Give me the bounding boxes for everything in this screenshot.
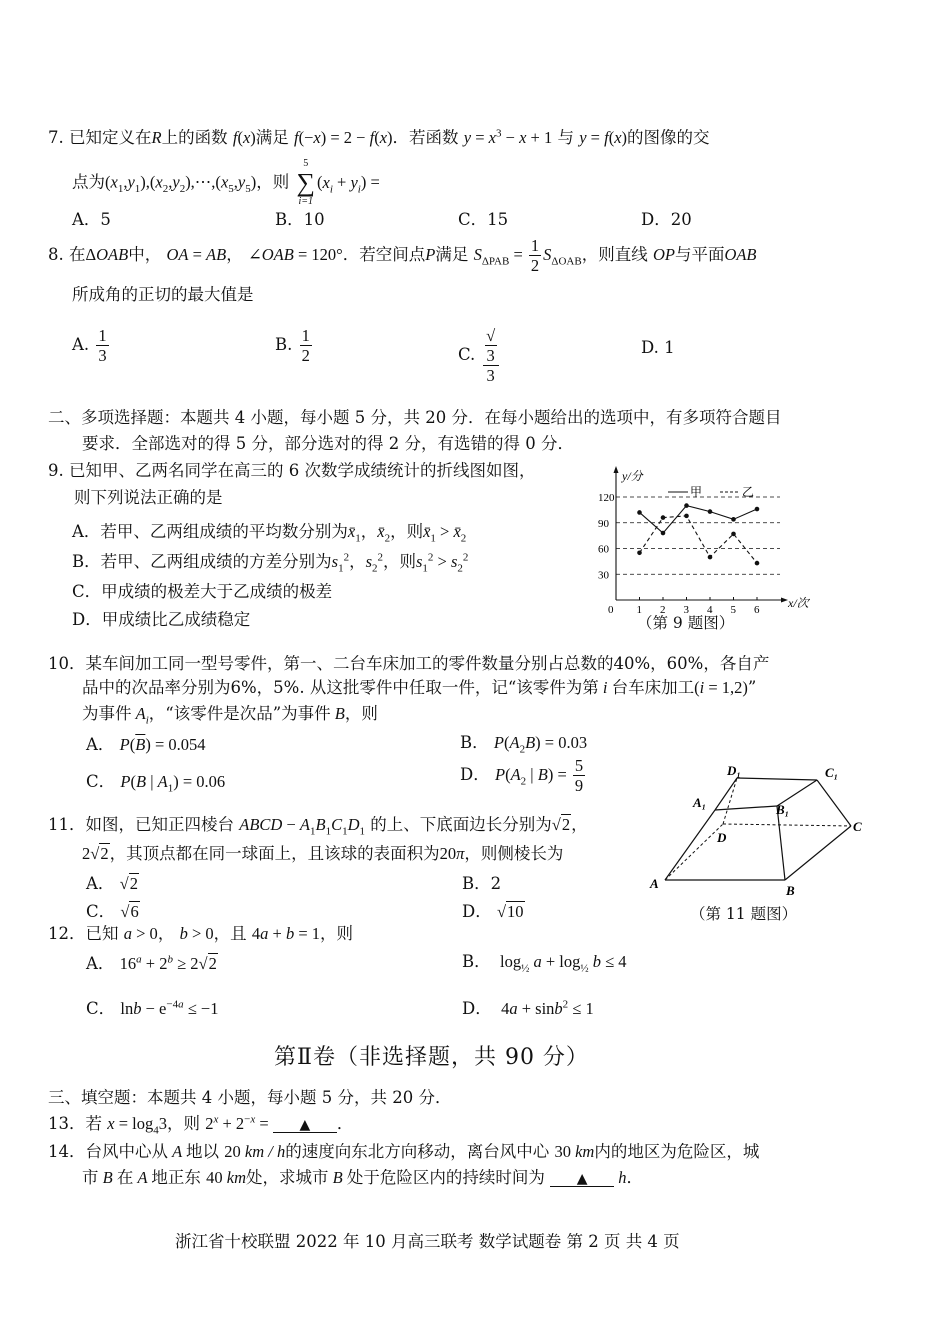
q9-choice-a: A．若甲、乙两组成绩的平均数分别为$x̄_1$，$x̄_2$，则$x̄_1$ > $x̄_2$ [72,522,467,545]
series-line-jia [640,506,758,533]
x-tick-4: 4 [707,604,713,616]
chart-labels [608,469,811,616]
origin-label: 0 [608,604,614,616]
q11-line1: 11．如图，已知正四棱台 ABCD − $A_1B_1C_1D_1$ 的上、下底面边长分别为√2， [48,815,588,838]
vertex-b1: B₁ [776,802,790,817]
q10-line2: 品中的次品率分别为6%，5%. 从这批零件中任取一件，记“该零件为第 i 台车床加工(i = 1,2)” [82,678,757,697]
edge-bb1 [777,806,785,880]
point-jia-2 [661,531,666,536]
edge-a1d1 [715,778,737,810]
q11-choice-a: A． √2 [86,874,138,893]
q10-choice-d: D． $P(A_2$ | B) = $\frac{5}{9}$ [460,756,584,795]
part2-title: 第Ⅱ卷（非选择题，共 90 分） [274,1045,589,1070]
q12-choice-d: D． 4a + sinb$^2$ ≤ 1 [462,998,594,1018]
vertex-d1: D₁ [727,763,741,778]
point-jia-6 [755,507,760,512]
section2-heading: 二、多项选择题：本题共 4 小题，每小题 5 分，共 20 分．在每小题给出的选项中，有多项符合题目 [48,408,782,427]
vertex-a: A [650,876,659,891]
q7-choice-d: D．20 [641,210,692,229]
vertex-a1: A₁ [693,795,707,810]
x-tick-2: 2 [660,604,666,616]
q9-choice-b: B．若甲、乙两组成绩的方差分别为$s_1^2$，$s_2^2$，则$s_1^2 > s_2^2$ [72,551,469,575]
summation-symbol: 5 ∑ i=1 [296,158,316,207]
edge-cc1 [817,780,851,826]
q11-line2: 2√2，其顶点都在同一球面上，且该球的表面积为20π，则侧棱长为 [82,844,564,863]
half-fraction: $\frac{1}{2}$ [530,236,540,275]
x-tick-5: 5 [730,604,736,616]
x-axis-arrow [781,598,788,603]
section2-heading-cont: 要求．全部选对的得 5 分，部分选对的得 2 分，有选错的得 0 分． [82,434,574,453]
y-tick-120: 120 [598,492,615,504]
q11-choice-b: B．2 [462,874,502,893]
answer-blank-13[interactable]: ▲ [273,1118,337,1133]
q10-choice-c: C． P(B | $A_1) = 0.06$ [86,772,226,795]
vertex-c1: C₁ [825,765,839,780]
x-tick-3: 3 [683,604,689,616]
q10-line1: 10．某车间加工同一型号零件，第一、二台车床加工的零件数量分别占总数的40%，60%，各自产 [48,654,770,673]
point-yi-6 [755,561,760,566]
point-jia-3 [684,503,689,508]
point-jia-5 [731,517,736,522]
q8-choice-a: A. $\frac{1}{3}$ [72,326,107,365]
x-tick-6: 6 [754,604,760,616]
y-tick-90: 90 [598,517,609,530]
vertex-d: D [717,830,727,845]
q11-choice-c: C． √6 [86,902,139,921]
edge-d1c1 [737,778,817,780]
y-tick-60: 60 [598,543,609,556]
q9-choice-d: D．甲成绩比乙成绩稳定 [72,610,251,629]
q7-choice-c: C．15 [458,210,509,229]
q8-line2: 所成角的正切的最大值是 [72,285,254,304]
edge-a1b1 [715,806,777,810]
q12-choice-a: A． $16^a + 2^b \ge 2√2$ [86,953,217,973]
q12-choice-b: B． $\log_{\frac{1}{2}} a + \log_{\frac{1}{2}} b \le 4$ [462,952,627,975]
section3-heading: 三、填空题：本题共 4 小题，每小题 5 分，共 20 分． [48,1088,452,1107]
point-jia-1 [637,510,642,515]
y-tick-30: 30 [598,569,609,582]
x-tick-1: 1 [636,604,642,616]
q9-line-chart [598,462,818,617]
q10-choice-a: A． $P(\overline{B}) = 0.054$ [86,735,206,754]
q10-choice-b: B． $P(A_2B) = 0.03$ [460,733,588,756]
q7-line1: 7. 已知定义在R上的函数 f(x)满足 f(−x) = 2 − f(x)．若函数 $y = x^3 - x + 1$ 与 y = f(x)的图像的交 [48,127,710,147]
point-jia-4 [708,509,713,514]
q9-line2: 则下列说法正确的是 [74,488,223,507]
series-line-yi [640,516,758,563]
q11-frustum-figure [645,762,870,900]
point-yi-3 [684,514,689,519]
q14-line1: 14．台风中心从 A 地以 20 km / h的速度向东北方向移动，离台风中心 30 km内的地区为危险区，城 [48,1142,760,1161]
vertex-b: B [786,883,795,898]
edge-ad-hidden [665,824,723,880]
q12-line1: 12．已知 a > 0， b > 0，且 4a + b = 1，则 [48,924,353,943]
q9-line1: 9. 已知甲、乙两名同学在高三的 6 次数学成绩统计的折线图如图， [48,461,536,480]
legend-jia: 甲 [690,485,703,499]
edge-aa1 [665,810,715,880]
chart-series [637,503,759,565]
q8-choice-d: D. 1 [641,338,675,357]
answer-blank-14[interactable]: ▲ [550,1172,614,1187]
y-axis-label: y/分 [622,469,643,483]
point-yi-4 [708,555,713,560]
point-yi-5 [731,532,736,537]
q8-choice-c: C. √ 3 3 [458,326,501,385]
legend-yi: 乙 [742,485,755,499]
edge-bc [785,826,851,880]
y-axis-arrow [614,466,619,473]
edge-dc-hidden [723,824,851,826]
q12-choice-c: C． $\ln b - e^{-4a} \le -1$ [86,998,219,1018]
q9-choice-c: C．甲成绩的极差大于乙成绩的极差 [72,582,333,601]
point-yi-2 [661,515,666,520]
q8-choice-b: B. $\frac{1}{2}$ [275,326,310,365]
edge-dd1-hidden [723,778,737,824]
q7-choice-a: A．5 [72,210,111,229]
page-footer: 浙江省十校联盟 2022 年 10 月高三联考 数学试题卷 第 2 页 共 4 页 [175,1232,680,1251]
q8-line1: 8. 在ΔOAB中， OA = AB， ∠OAB = 120°．若空间点P满足 $S_{\Delta PAB}$ = $\frac{1}{2}$ $S_{\Delta OAB}$，则直线 OP与平面OAB [48,236,757,275]
q11-choice-d: D． √10 [462,902,524,921]
point-yi-1 [637,550,642,555]
q13: 13．若 $x = \log_43$，则 $2^x + 2^{-x}$ = ▲ ． [48,1113,354,1137]
q7-line2: 点为$(x_1,y_1),(x_2,y_2),\cdots,(x_5,y_5)$，则 5 ∑ i=1 $(x_i + y_i)$ = [72,158,380,207]
q14-line2: 市 B 在 A 地正东 40 km处，求城市 B 处于危险区内的持续时间为 ▲ h． [82,1168,643,1187]
q11-figure-caption: （第 11 题图） [690,905,798,923]
q10-line3: 为事件 $A_i$，“该零件是次品”为事件 B，则 [82,704,378,727]
q9-figure-caption: （第 9 题图） [637,614,735,632]
x-axis-label: x/次 [788,596,809,610]
vertex-c: C [853,819,862,834]
q7-choice-b: B．10 [275,210,325,229]
